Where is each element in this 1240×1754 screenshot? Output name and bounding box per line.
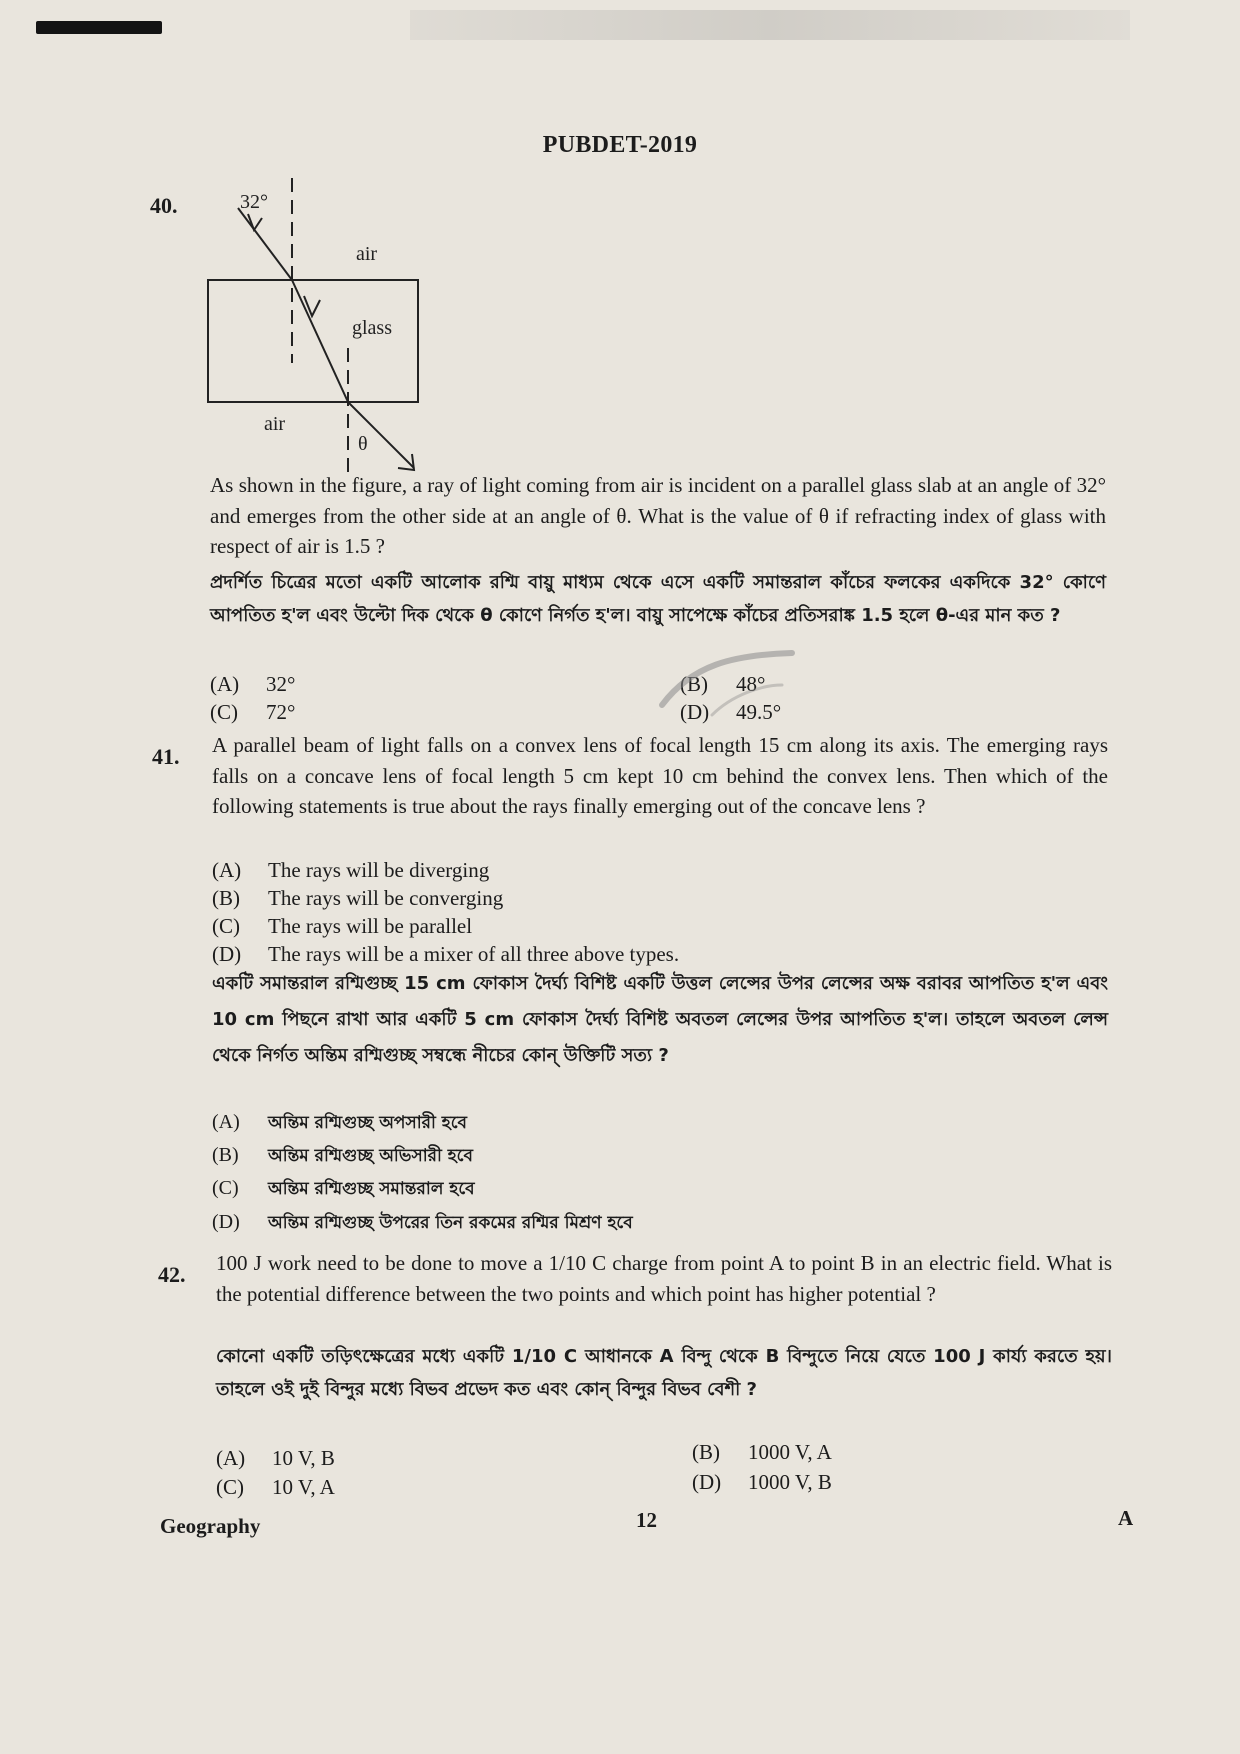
stamp-mark-icon — [652, 645, 802, 725]
refracted-ray — [292, 280, 348, 402]
option-label: (D) — [212, 942, 242, 966]
footer-subject: Geography — [160, 1514, 261, 1538]
option-text: The rays will be diverging — [268, 858, 490, 882]
q42-english-text: 100 J work need to be done to move a 1/10 C charge from point A to point B in an electric field. What is the potential difference between the two points and which point has higher potential ? — [216, 1251, 1112, 1306]
footer-page-number: 12 — [636, 1508, 657, 1532]
option-label: (B) — [692, 1440, 720, 1464]
option-text: 32° — [266, 672, 296, 696]
question-number-42: 42. — [158, 1262, 186, 1287]
q41-option-b-en — [212, 886, 503, 911]
question-number-40: 40. — [150, 193, 178, 218]
q42-bengali-text: কোনো একটি তড়িৎক্ষেত্রের মধ্যে একটি 1/10 C আধানকে A বিন্দু থেকে B বিন্দুতে নিয়ে যেতে 100 J কার্য্য করতে হয়। তাহলে ওই দুই বিন্দুর মধ্যে বিভব প্রভেদ কত এবং কোন্ বিন্দুর বিভব বেশী ? — [216, 1346, 1112, 1400]
page-title: PUBDET-2019 — [542, 132, 698, 158]
q41-option-b-bn — [212, 1143, 473, 1171]
refraction-diagram — [200, 178, 440, 478]
option-text: 1000 V, A — [748, 1440, 832, 1464]
scan-smudge — [410, 10, 1130, 40]
option-label: (A) — [210, 672, 240, 696]
option-label: (B) — [212, 1144, 239, 1166]
q40-english-text: As shown in the figure, a ray of light coming from air is incident on a parallel glass slab at an angle of 32° and emerges from the other side at an angle of θ. What is the value of θ if refracting index of glass with respect of air is 1.5 ? — [210, 473, 1106, 558]
option-text: 72° — [266, 700, 296, 724]
q41-option-c-bn — [212, 1176, 475, 1204]
q42-option-b — [692, 1440, 832, 1465]
q41-option-c-en — [212, 914, 472, 939]
option-label: (B) — [680, 672, 708, 696]
option-text: অন্তিম রশ্মিগুচ্ছ অপসারী হবে — [268, 1113, 467, 1133]
option-label: (A) — [216, 1446, 246, 1470]
option-label: (C) — [216, 1475, 244, 1499]
glass-slab — [208, 280, 418, 402]
option-text: 10 V, A — [272, 1475, 335, 1499]
question-number-41: 41. — [152, 744, 180, 769]
option-text: The rays will be converging — [268, 886, 504, 910]
q40-option-a — [210, 672, 295, 697]
option-label: (B) — [212, 886, 240, 910]
q41-option-a-bn — [212, 1110, 467, 1138]
option-label: (D) — [212, 1211, 240, 1233]
q42-option-a — [216, 1446, 335, 1471]
option-text: অন্তিম রশ্মিগুচ্ছ অভিসারী হবে — [268, 1146, 473, 1166]
q41-bengali-text: একটি সমান্তরাল রশ্মিগুচ্ছ 15 cm ফোকাস দৈর্ঘ্য বিশিষ্ট একটি উত্তল লেন্সের উপর লেন্সের অক্ষ বরাবর আপতিত হ'ল এবং 10 cm পিছনে রাখা আর একটি 5 cm ফোকাস দৈর্ঘ্য বিশিষ্ট অবতল লেন্সের উপর আপতিত হ'ল। তাহলে অবতল লেন্স থেকে নির্গত অন্তিম রশ্মিগুচ্ছ সম্বন্ধে নীচের কোন্ উক্তিটি সত্য ? — [212, 973, 1108, 1066]
option-label: (D) — [680, 700, 710, 724]
q42-option-d — [692, 1470, 832, 1495]
q41-english-text: A parallel beam of light falls on a convex lens of focal length 15 cm along its axis. The emerging rays falls on a concave lens of focal length 5 cm kept 10 cm behind the convex lens. Then which of the following statements is true about the rays finally emerging out of the concave lens ? — [212, 733, 1108, 818]
option-text: 49.5° — [736, 700, 782, 724]
q42-option-c — [216, 1475, 335, 1500]
q41-option-d-bn — [212, 1210, 633, 1238]
arrow-head-icon — [398, 454, 414, 470]
option-text: 10 V, B — [272, 1446, 335, 1470]
option-text: 48° — [736, 672, 766, 696]
q41-option-a-en — [212, 858, 489, 883]
scan-black-mark — [36, 21, 162, 34]
arrow-head-icon — [248, 214, 262, 230]
footer-set-code: A — [1118, 1506, 1134, 1530]
option-text: The rays will be parallel — [268, 914, 473, 938]
incident-ray — [238, 208, 292, 280]
option-text: 1000 V, B — [748, 1470, 832, 1494]
option-text: The rays will be a mixer of all three above types. — [268, 942, 680, 966]
option-label: (A) — [212, 858, 242, 882]
option-text: অন্তিম রশ্মিগুচ্ছ সমান্তরাল হবে — [268, 1179, 475, 1199]
option-label: (D) — [692, 1470, 722, 1494]
air-bottom-label: air — [264, 413, 286, 435]
q41-option-d-en — [212, 942, 679, 967]
option-label: (C) — [210, 700, 238, 724]
air-top-label: air — [356, 243, 378, 265]
option-text: অন্তিম রশ্মিগুচ্ছ উপরের তিন রকমের রশ্মির মিশ্রণ হবে — [268, 1213, 633, 1233]
option-label: (A) — [212, 1111, 240, 1133]
q40-bengali-text: প্রদর্শিত চিত্রের মতো একটি আলোক রশ্মি বায়ু মাধ্যম থেকে এসে একটি সমান্তরাল কাঁচের ফলকের একদিকে 32° কোণে আপতিত হ'ল এবং উল্টো দিক থেকে θ কোণে নির্গত হ'ল। বায়ু সাপেক্ষে কাঁচের প্রতিসরাঙ্ক 1.5 হলে θ-এর মান কত ? — [210, 572, 1106, 626]
theta-label: θ — [358, 433, 368, 455]
option-label: (C) — [212, 914, 240, 938]
glass-label: glass — [352, 317, 392, 339]
angle-32-label: 32° — [240, 191, 268, 213]
option-label: (C) — [212, 1177, 239, 1199]
q40-option-c — [210, 700, 295, 725]
